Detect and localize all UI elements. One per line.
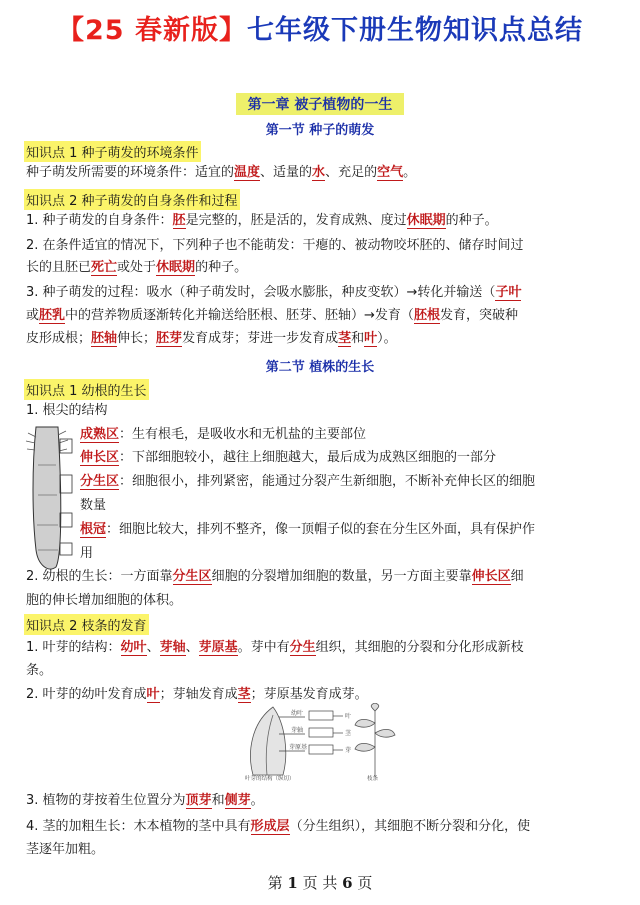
section-heading-2: 第二节 植株的生长 bbox=[265, 360, 375, 375]
leaf-bud-development: 2. 叶芽的幼叶发育成叶；芽轴发育成茎；芽原基发育成芽。 bbox=[26, 687, 368, 702]
root-growth: 2. 幼根的生长：一方面靠分生区细胞的分裂增加细胞的数量，另一方面主要靠伸长区细 bbox=[26, 569, 524, 584]
title-edition: 【25 春新版】 bbox=[57, 15, 247, 46]
root-zone-meristem: 分生区：细胞很小，排列紧密，能通过分裂产生新细胞，不断补充伸长区的细胞 bbox=[80, 474, 536, 489]
figure-caption-right: 枝条 bbox=[367, 776, 379, 781]
self-condition-2-cont: 长的且胚已死亡或处于休眠期的种子。 bbox=[26, 260, 248, 275]
chapter-heading: 第一章 被子植物的一生 bbox=[236, 93, 405, 115]
figure-target-stem: 茎 bbox=[345, 730, 352, 737]
title-main: 七年级下册生物知识点总结 bbox=[246, 15, 583, 46]
knowledge-point-4: 知识点 2 枝条的发育 bbox=[24, 614, 149, 635]
env-conditions: 种子萌发所需要的环境条件：适宜的温度、适量的水、充足的空气。 bbox=[26, 165, 417, 180]
germination-process-cont: 或胚乳中的营养物质逐渐转化并输送给胚根、胚芽、胚轴）→发育（胚根发育，突破种 bbox=[26, 308, 518, 323]
self-condition-1: 1. 种子萌发的自身条件：胚是完整的，胚是活的，发育成熟、度过休眠期的种子。 bbox=[26, 213, 498, 228]
figure-label-young-leaf: 幼叶 bbox=[291, 710, 304, 717]
total-pages: 6 bbox=[342, 874, 353, 892]
leaf-bud-diagram bbox=[243, 703, 413, 781]
figure-label-bud-axis: 芽轴 bbox=[291, 727, 304, 734]
root-zone-maturation: 成熟区：生有根毛，是吸收水和无机盐的主要部位 bbox=[80, 427, 367, 442]
section-heading-1: 第一节 种子的萌发 bbox=[265, 123, 375, 138]
knowledge-point-1: 知识点 1 种子萌发的环境条件 bbox=[24, 141, 201, 162]
figure-target-leaf: 叶 bbox=[345, 713, 352, 720]
stem-thickening-cont: 茎逐年加粗。 bbox=[26, 842, 105, 857]
germination-process: 3. 种子萌发的过程：吸水（种子萌发时，会吸水膨胀，种皮变软）→转化并输送（子叶 bbox=[26, 285, 522, 300]
stem-thickening: 4. 茎的加粗生长：木本植物的茎中具有形成层（分生组织），其细胞不断分裂和分化，使 bbox=[26, 819, 531, 834]
figure-caption-left: 叶芽的结构（纵切） bbox=[245, 776, 295, 781]
knowledge-point-3: 知识点 1 幼根的生长 bbox=[24, 379, 149, 400]
germination-process-end: 皮形成根；胚轴伸长；胚芽发育成芽；芽进一步发育成茎和叶）。 bbox=[26, 331, 397, 346]
leaf-bud-structure-cont: 条。 bbox=[26, 663, 53, 678]
figure-target-bud: 芽 bbox=[345, 747, 352, 754]
root-tip-title: 1. 根尖的结构 bbox=[26, 403, 108, 418]
current-page: 1 bbox=[287, 874, 298, 892]
root-zone-cap: 根冠：细胞比较大，排列不整齐，像一顶帽子似的套在分生区外面，具有保护作 bbox=[80, 522, 536, 537]
leaf-bud-structure: 1. 叶芽的结构：幼叶、芽轴、芽原基。芽中有分生组织，其细胞的分裂和分化形成新枝 bbox=[26, 640, 524, 655]
root-growth-cont: 胞的伸长增加细胞的体积。 bbox=[26, 593, 183, 608]
root-zone-meristem-cont: 数量 bbox=[80, 498, 107, 513]
root-zone-elongation: 伸长区：下部细胞较小，越往上细胞越大，最后成为成熟区细胞的一部分 bbox=[80, 450, 497, 465]
bud-position: 3. 植物的芽按着生位置分为顶芽和侧芽。 bbox=[26, 793, 264, 808]
page-footer: 第 1 页 共 6 页 bbox=[267, 874, 373, 892]
knowledge-point-2: 知识点 2 种子萌发的自身条件和过程 bbox=[24, 189, 240, 210]
root-zone-cap-cont: 用 bbox=[80, 546, 94, 561]
figure-label-bud-primordium: 芽原基 bbox=[289, 744, 308, 751]
root-tip-diagram bbox=[22, 425, 74, 575]
self-condition-2: 2. 在条件适宜的情况下，下列种子也不能萌发：干瘪的、被动物咬坏胚的、储存时间过 bbox=[26, 238, 524, 253]
page-title bbox=[0, 8, 640, 47]
